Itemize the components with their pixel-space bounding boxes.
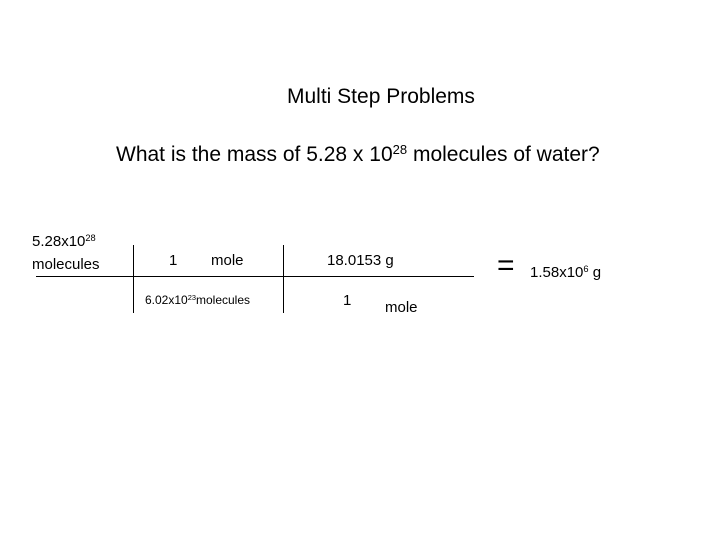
question-text <box>116 141 600 166</box>
question-suffix: molecules of water? <box>407 143 600 166</box>
factor1-denominator-unit: molecules <box>195 293 251 307</box>
factor-divider-2 <box>283 245 284 313</box>
question-exponent: 28 <box>392 141 408 157</box>
given-value-base: 5.28x10 <box>32 233 86 250</box>
factor2-denominator-unit: mole <box>385 299 418 316</box>
result-value <box>530 265 601 280</box>
factor2-numerator: 18.0153 g <box>327 252 394 269</box>
given-value-exponent: 28 <box>85 232 96 243</box>
fraction-bar <box>36 276 474 277</box>
given-unit: molecules <box>32 256 100 273</box>
result-exponent: 6 <box>583 263 589 274</box>
page-title: Multi Step Problems <box>287 85 475 108</box>
result-base: 1.58x10 <box>530 264 584 281</box>
given-value <box>32 234 96 249</box>
factor1-denominator <box>145 294 250 306</box>
factor1-denominator-base: 6.02x10 <box>145 293 188 307</box>
factor1-numerator-value: 1 <box>169 252 178 269</box>
result-unit: g <box>588 264 602 281</box>
factor2-denominator-value: 1 <box>343 292 352 309</box>
factor1-denominator-exponent: 23 <box>187 292 196 302</box>
factor-divider-1 <box>133 245 134 313</box>
factor1-numerator-unit: mole <box>211 252 244 269</box>
question-prefix: What is the mass of 5.28 x 10 <box>116 143 393 166</box>
equals-sign: = <box>497 249 515 282</box>
